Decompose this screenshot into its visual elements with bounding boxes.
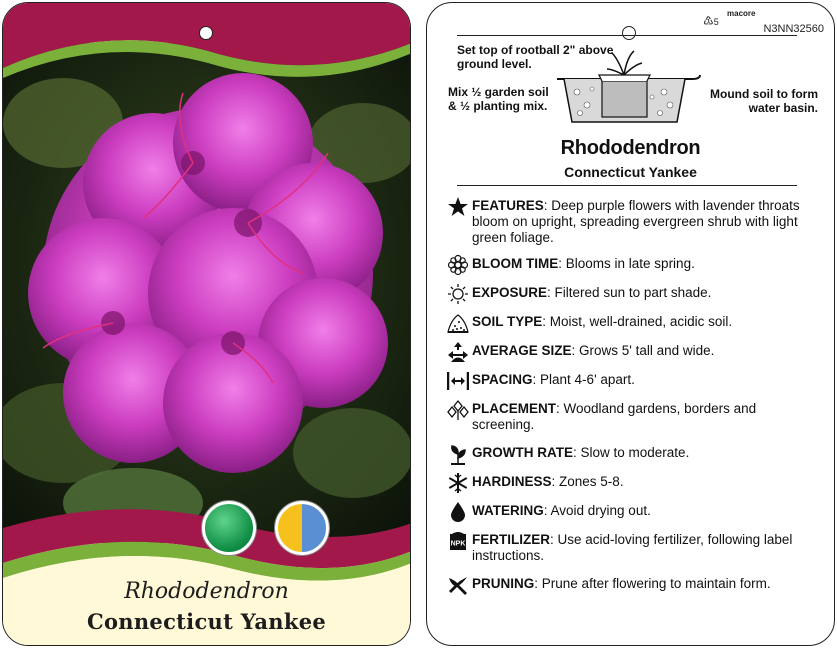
- care-label: AVERAGE SIZE: [472, 343, 572, 358]
- planting-diagram-icon: [552, 47, 702, 132]
- star-icon: [447, 196, 469, 218]
- care-text: Avoid drying out.: [550, 503, 651, 518]
- back-subtitle: Connecticut Yankee: [564, 164, 697, 180]
- care-label: PLACEMENT: [472, 401, 556, 416]
- sun-icon: [447, 283, 469, 305]
- pruner-icon: [447, 574, 469, 596]
- title-rule: [457, 185, 797, 186]
- size-icon: [447, 341, 469, 363]
- front-cultivar: Connecticut Yankee: [86, 609, 327, 634]
- care-text: Moist, well-drained, acidic soil.: [549, 314, 733, 329]
- front-artwork: [3, 3, 411, 646]
- front-genus: Rhododendron: [124, 579, 289, 604]
- front-tag: [2, 2, 411, 646]
- care-item-features: FEATURES: Deep purple flowers with lavender throats bloom on upright, spreading evergreen shrub with light green foliage.: [447, 196, 817, 246]
- care-text: Plant 4-6' apart.: [540, 372, 635, 387]
- care-text: Blooms in late spring.: [565, 256, 695, 271]
- care-item-average-size: AVERAGE SIZE: Grows 5' tall and wide.: [447, 341, 817, 363]
- sprout-icon: [447, 443, 469, 465]
- care-item-fertilizer: NPK FERTILIZER: Use acid-loving fertilizer, following label instructions.: [447, 530, 817, 564]
- care-text: Prune after flowering to maintain form.: [541, 576, 771, 591]
- care-item-growth-rate: GROWTH RATE: Slow to moderate.: [447, 443, 817, 465]
- sun-part-shade-icon: [275, 501, 329, 555]
- care-label: BLOOM TIME: [472, 256, 559, 271]
- back-title: Rhododendron: [560, 137, 701, 159]
- care-label: SOIL TYPE: [472, 314, 543, 329]
- svg-text:NPK: NPK: [450, 540, 466, 548]
- care-label: HARDINESS: [472, 474, 552, 489]
- care-item-bloom-time: BLOOM TIME: Blooms in late spring.: [447, 254, 817, 276]
- recycle-icon: ♳5: [703, 14, 719, 28]
- green-foliage-icon: [202, 501, 256, 555]
- back-tag: [426, 2, 835, 646]
- care-label: EXPOSURE: [472, 285, 548, 300]
- care-item-pruning: PRUNING: Prune after flowering to maintain form.: [447, 574, 817, 596]
- care-text: Slow to moderate.: [580, 445, 690, 460]
- care-label: SPACING: [472, 372, 533, 387]
- care-item-soil-type: SOIL TYPE: Moist, well-drained, acidic soil.: [447, 312, 817, 334]
- care-label: FERTILIZER: [472, 532, 550, 547]
- snowflake-icon: [447, 472, 469, 494]
- planting-note-left: Mix ½ garden soil & ½ planting mix.: [448, 85, 549, 113]
- care-text: Deep purple flowers with lavender throats bloom on upright, spreading evergreen shrub with light green foliage.: [472, 198, 800, 245]
- care-label: GROWTH RATE: [472, 445, 573, 460]
- care-item-watering: WATERING: Avoid drying out.: [447, 501, 817, 523]
- care-text: Grows 5' tall and wide.: [579, 343, 715, 358]
- brand-logo: macore: [727, 9, 756, 18]
- care-label: WATERING: [472, 503, 544, 518]
- care-label: PRUNING: [472, 576, 535, 591]
- care-text: Zones 5-8.: [559, 474, 624, 489]
- care-item-exposure: EXPOSURE: Filtered sun to part shade.: [447, 283, 817, 305]
- planting-note-top: Set top of rootball 2" above ground level.: [457, 43, 614, 71]
- recycle-number: 5: [713, 17, 719, 27]
- care-text: Filtered sun to part shade.: [554, 285, 712, 300]
- soil-icon: [447, 312, 469, 334]
- care-text: Woodland gardens, borders and screening.: [472, 401, 757, 432]
- care-item-spacing: SPACING: Plant 4-6' apart.: [447, 370, 817, 392]
- top-rule: [457, 35, 797, 36]
- water-drop-icon: [447, 501, 469, 523]
- flower-icon: [447, 254, 469, 276]
- spacing-icon: [447, 370, 469, 392]
- hang-hole: [622, 26, 636, 40]
- placement-icon: [447, 399, 469, 421]
- care-item-placement: PLACEMENT: Woodland gardens, borders and screening.: [447, 399, 817, 433]
- planting-note-right: Mound soil to form water basin.: [710, 87, 818, 115]
- hang-hole: [199, 26, 213, 40]
- care-text: Use acid-loving fertilizer, following label instructions.: [472, 532, 793, 563]
- npk-icon: [447, 530, 469, 552]
- care-label: FEATURES: [472, 198, 544, 213]
- care-item-hardiness: HARDINESS: Zones 5-8.: [447, 472, 817, 494]
- product-code: N3NN32560: [763, 23, 824, 35]
